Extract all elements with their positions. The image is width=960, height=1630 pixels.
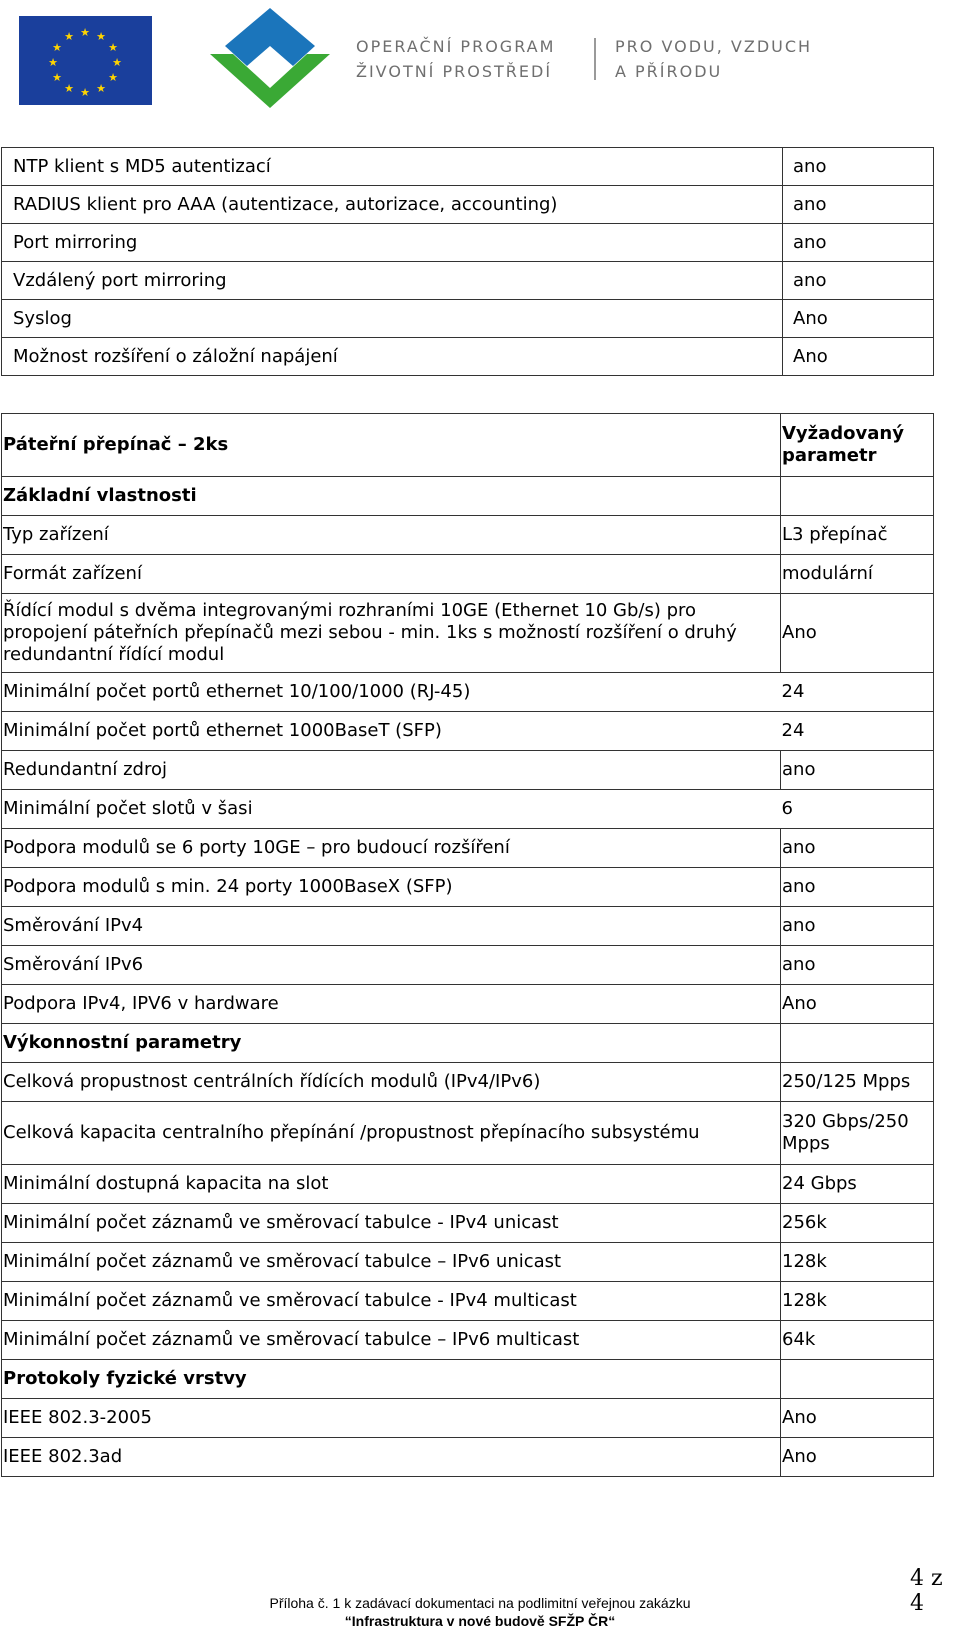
svg-text:★: ★	[96, 82, 106, 95]
row-label: Minimální počet slotů v šasi	[2, 790, 781, 829]
section-empty-cell	[781, 1024, 934, 1063]
page-header	[0, 0, 960, 120]
logo-divider	[594, 38, 596, 80]
row-label: Vzdálený port mirroring	[2, 262, 783, 300]
spec-table-1	[1, 147, 934, 376]
opzp-logo	[205, 6, 335, 111]
row-label: Minimální počet záznamů ve směrovací tabulce - IPv4 unicast	[2, 1204, 781, 1243]
row-label: Řídící modul s dvěma integrovanými rozhraními 10GE (Ethernet 10 Gb/s) pro propojení páteřních přepínačů mezi sebou - min. 1ks s možností rozšíření o druhý redundantní řídící modul	[2, 594, 781, 673]
svg-text:★: ★	[64, 30, 74, 43]
svg-text:★: ★	[64, 82, 74, 95]
row-value: 24 Gbps	[781, 1165, 934, 1204]
slogan-line-2: A PŘÍRODU	[615, 62, 723, 81]
row-value: Ano	[781, 985, 934, 1024]
row-value: ano	[783, 148, 934, 186]
svg-text:★: ★	[48, 56, 58, 69]
section-row	[2, 1024, 934, 1063]
svg-text:★: ★	[112, 56, 122, 69]
table-row	[2, 1165, 934, 1204]
row-label: Podpora modulů s min. 24 porty 1000BaseX (SFP)	[2, 868, 781, 907]
table-title: Páteřní přepínač – 2ks	[2, 414, 781, 477]
row-value: 250/125 Mpps	[781, 1063, 934, 1102]
row-label: Celková propustnost centrálních řídících modulů (IPv4/IPv6)	[2, 1063, 781, 1102]
svg-text:★: ★	[108, 71, 118, 84]
table-row	[2, 673, 934, 712]
footer-line-2: “Infrastruktura v nové budově SFŽP ČR“	[344, 1613, 616, 1629]
page-footer	[0, 1594, 960, 1630]
row-value: Ano	[783, 338, 934, 376]
row-label: Minimální počet záznamů ve směrovací tabulce – IPv6 unicast	[2, 1243, 781, 1282]
svg-text:★: ★	[52, 41, 62, 54]
row-label: IEEE 802.3ad	[2, 1438, 781, 1477]
row-value: ano	[781, 868, 934, 907]
table-title-row	[2, 414, 934, 477]
section-row	[2, 477, 934, 516]
table-row	[2, 338, 934, 376]
table-row	[2, 751, 934, 790]
section-heading: Protokoly fyzické vrstvy	[2, 1360, 781, 1399]
row-label: Minimální počet záznamů ve směrovací tabulce – IPv6 multicast	[2, 1321, 781, 1360]
table-row	[2, 1243, 934, 1282]
table-row	[2, 1063, 934, 1102]
row-label: Směrování IPv4	[2, 907, 781, 946]
row-label: Formát zařízení	[2, 555, 781, 594]
row-label: IEEE 802.3-2005	[2, 1399, 781, 1438]
row-value: ano	[781, 829, 934, 868]
svg-text:★: ★	[80, 86, 90, 99]
table-row	[2, 555, 934, 594]
table-row	[2, 712, 934, 751]
table-row	[2, 594, 934, 673]
table-row	[2, 1399, 934, 1438]
row-label: Typ zařízení	[2, 516, 781, 555]
table-row	[2, 829, 934, 868]
row-label: Celková kapacita centralního přepínání /propustnost přepínacího subsystému	[2, 1102, 781, 1165]
row-label: Syslog	[2, 300, 783, 338]
table-title-value: Vyžadovaný parametr	[781, 414, 934, 477]
row-value: 6	[781, 790, 934, 829]
table-row	[2, 300, 934, 338]
table-row	[2, 790, 934, 829]
row-value: ano	[783, 224, 934, 262]
table-row	[2, 224, 934, 262]
row-label: Port mirroring	[2, 224, 783, 262]
program-name	[356, 34, 555, 84]
table-row	[2, 148, 934, 186]
svg-text:★: ★	[96, 30, 106, 43]
row-label: Podpora IPv4, IPV6 v hardware	[2, 985, 781, 1024]
section-row	[2, 1360, 934, 1399]
section-heading: Výkonnostní parametry	[2, 1024, 781, 1063]
section-heading: Základní vlastnosti	[2, 477, 781, 516]
program-slogan	[615, 34, 812, 84]
table-row	[2, 946, 934, 985]
row-label: Minimální počet portů ethernet 1000BaseT (SFP)	[2, 712, 781, 751]
row-label: Minimální počet záznamů ve směrovací tabulce - IPv4 multicast	[2, 1282, 781, 1321]
row-label: Podpora modulů se 6 porty 10GE – pro budoucí rozšíření	[2, 829, 781, 868]
table-row	[2, 1102, 934, 1165]
program-line-1: OPERAČNÍ PROGRAM	[356, 37, 556, 56]
row-value: Ano	[781, 1438, 934, 1477]
row-value: 128k	[781, 1243, 934, 1282]
table-row	[2, 868, 934, 907]
row-label: NTP klient s MD5 autentizací	[2, 148, 783, 186]
table-row	[2, 1438, 934, 1477]
table-row	[2, 262, 934, 300]
row-value: 24	[781, 673, 934, 712]
table-row	[2, 1204, 934, 1243]
row-label: Minimální počet portů ethernet 10/100/1000 (RJ-45)	[2, 673, 781, 712]
svg-text:★: ★	[108, 41, 118, 54]
row-value: ano	[783, 262, 934, 300]
section-empty-cell	[781, 477, 934, 516]
svg-text:★: ★	[52, 71, 62, 84]
page-number: 4 z 4	[910, 1566, 943, 1616]
row-value: modulární	[781, 555, 934, 594]
row-value: L3 přepínač	[781, 516, 934, 555]
table-row	[2, 907, 934, 946]
row-value: ano	[781, 907, 934, 946]
table-row	[2, 186, 934, 224]
table-row	[2, 1321, 934, 1360]
svg-text:★: ★	[80, 26, 90, 39]
table-row	[2, 516, 934, 555]
row-value: 64k	[781, 1321, 934, 1360]
row-value: Ano	[781, 594, 934, 673]
row-value: Ano	[783, 300, 934, 338]
row-value: ano	[781, 946, 934, 985]
row-label: Možnost rozšíření o záložní napájení	[2, 338, 783, 376]
table-row	[2, 985, 934, 1024]
row-value: ano	[781, 751, 934, 790]
slogan-line-1: PRO VODU, VZDUCH	[615, 37, 813, 56]
row-value: ano	[783, 186, 934, 224]
row-label: RADIUS klient pro AAA (autentizace, autorizace, accounting)	[2, 186, 783, 224]
row-value: 128k	[781, 1282, 934, 1321]
row-label: Směrování IPv6	[2, 946, 781, 985]
program-line-2: ŽIVOTNÍ PROSTŘEDÍ	[356, 62, 553, 81]
row-value: 24	[781, 712, 934, 751]
eu-flag-logo	[19, 16, 152, 105]
spec-table-2	[1, 413, 934, 1477]
row-value: Ano	[781, 1399, 934, 1438]
row-label: Redundantní zdroj	[2, 751, 781, 790]
row-value: 320 Gbps/250 Mpps	[781, 1102, 934, 1165]
section-empty-cell	[781, 1360, 934, 1399]
footer-line-1: Příloha č. 1 k zadávací dokumentaci na podlimitní veřejnou zakázku	[269, 1595, 691, 1611]
row-value: 256k	[781, 1204, 934, 1243]
table-row	[2, 1282, 934, 1321]
row-label: Minimální dostupná kapacita na slot	[2, 1165, 781, 1204]
